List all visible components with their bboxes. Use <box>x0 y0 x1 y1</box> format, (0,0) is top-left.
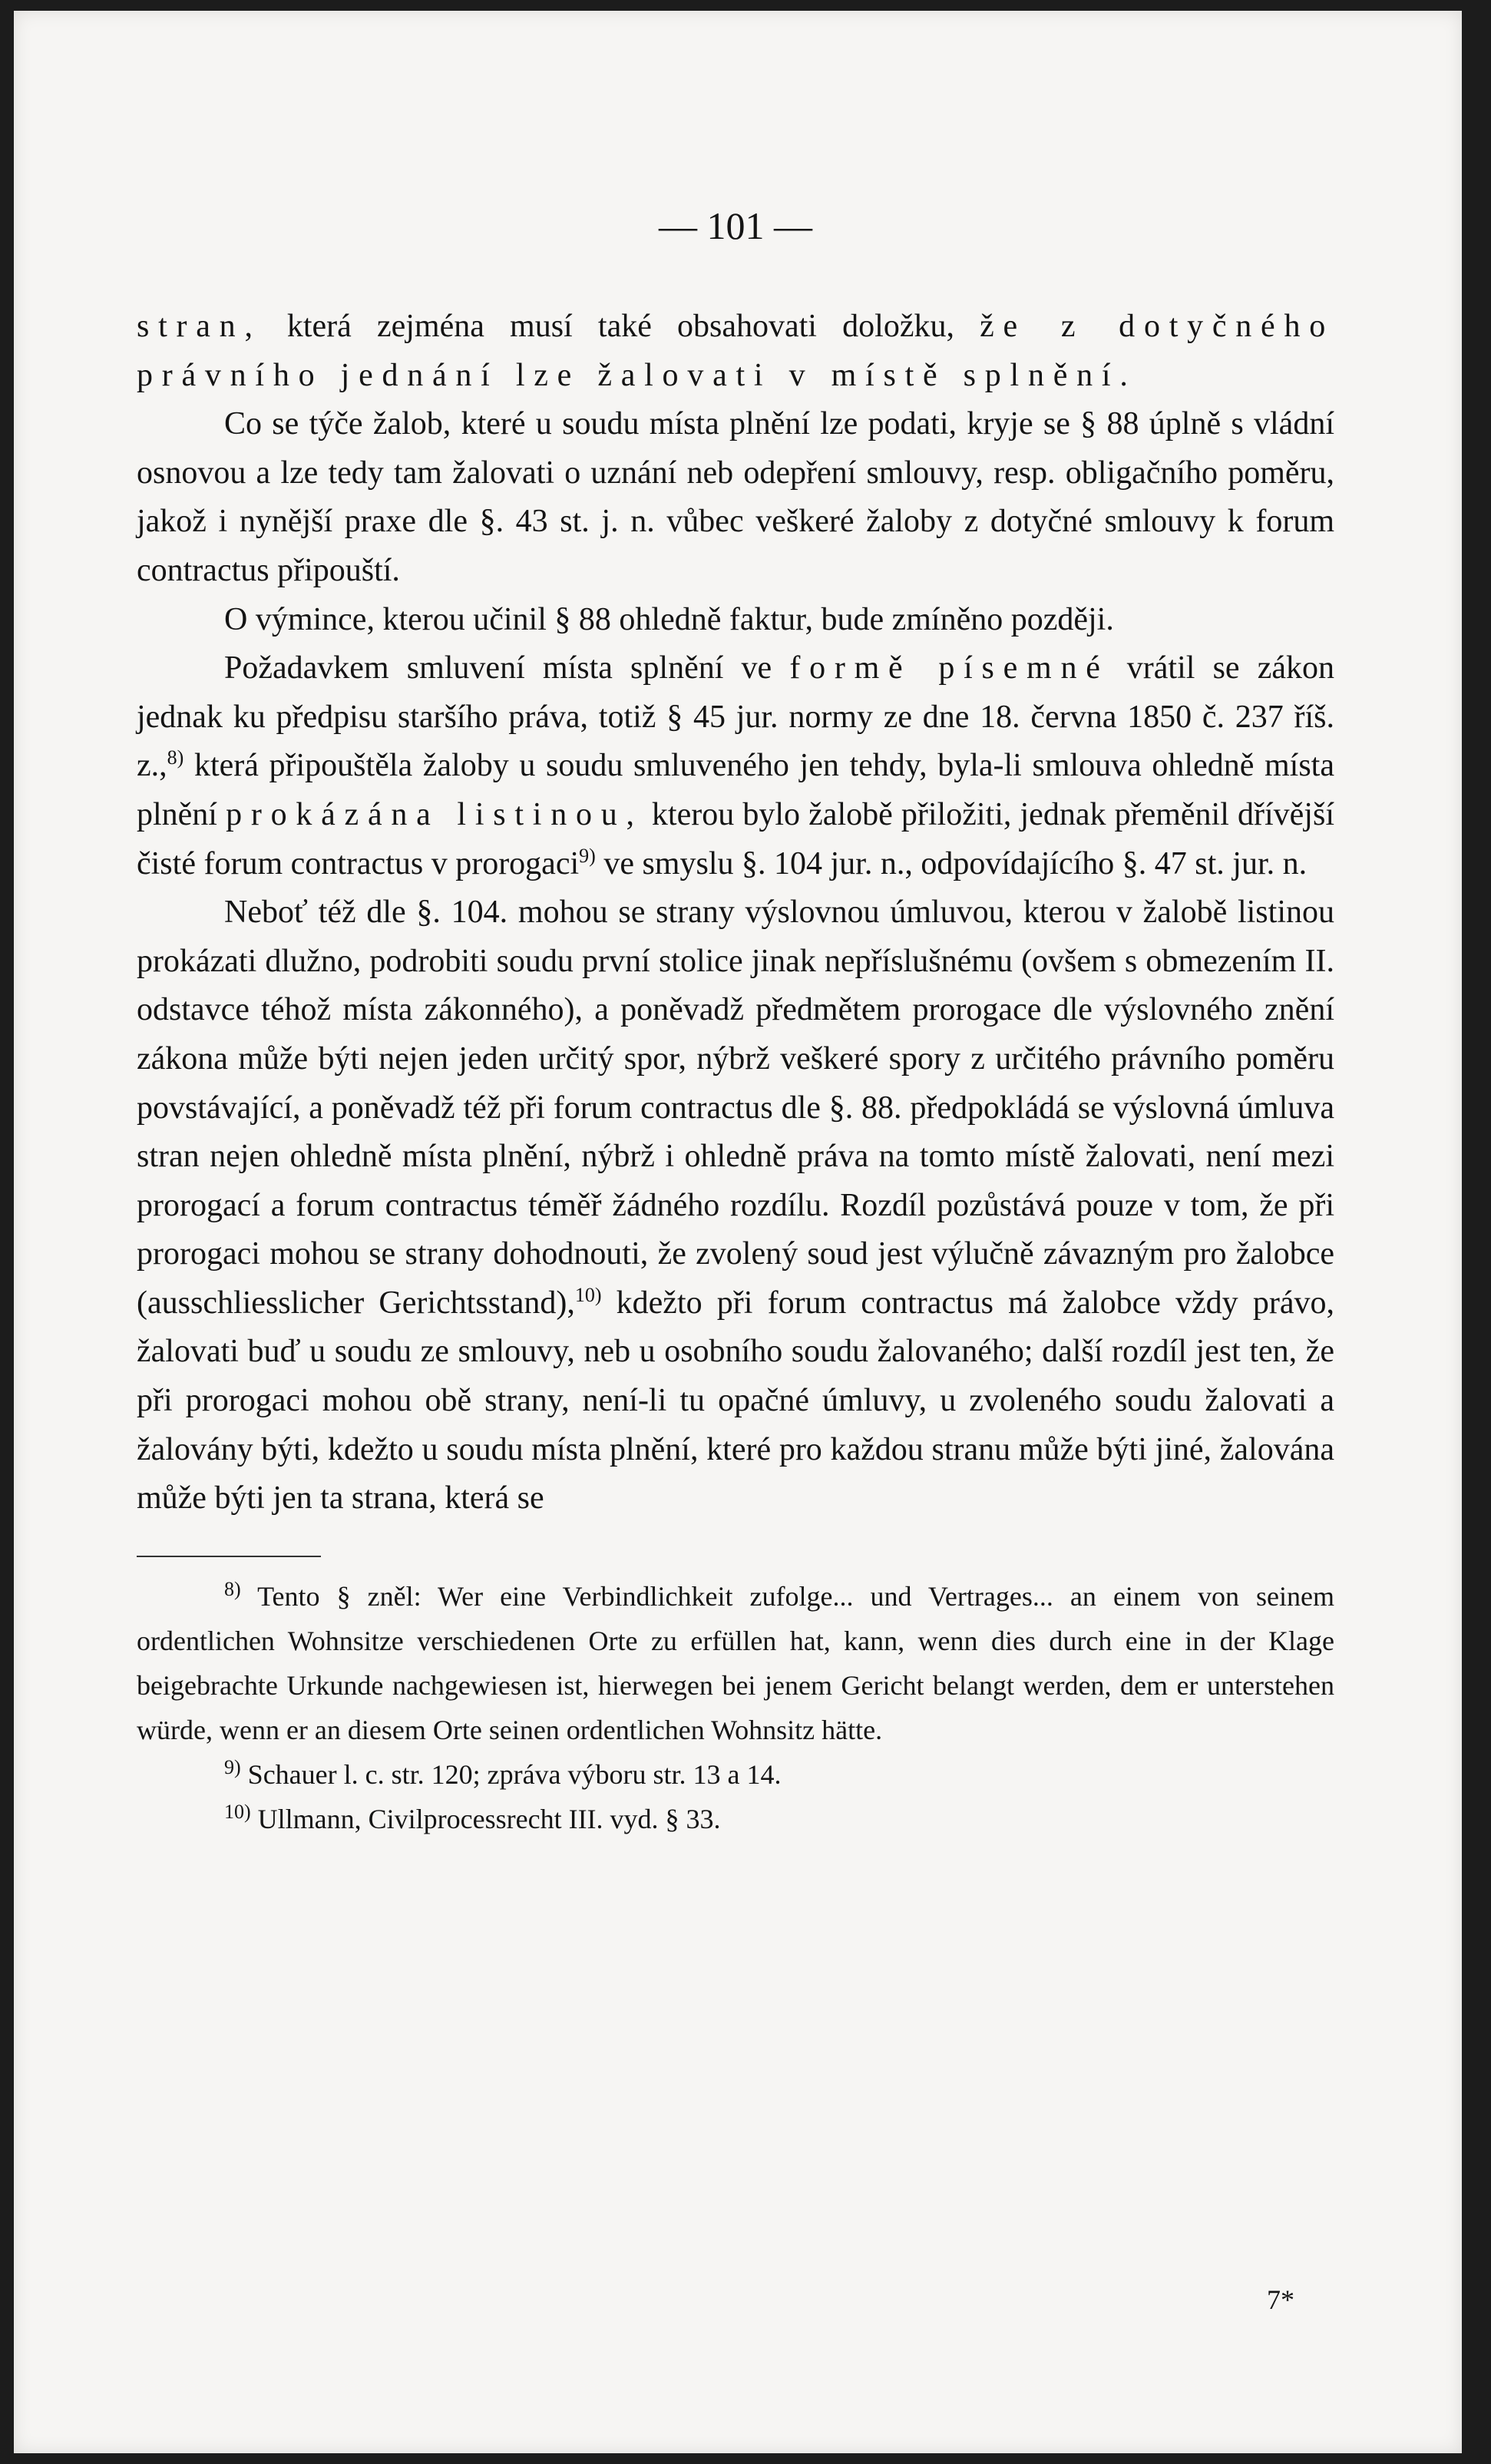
paragraph-4 <box>137 644 1334 888</box>
text-run: ve smyslu §. 104 jur. n., odpovídajícího §. 47 st. jur. n. <box>595 845 1308 881</box>
footnote-ref-9: 9) <box>579 844 596 867</box>
spaced-text: formě písemné <box>789 650 1109 686</box>
footnote-mark: 10) <box>224 1800 251 1823</box>
text-block <box>137 203 1334 1841</box>
footnote-mark: 8) <box>224 1577 241 1600</box>
footnote-9 <box>137 1752 1334 1797</box>
book-page <box>14 11 1462 2453</box>
footnote-text: Tento § zněl: Wer eine Verbindlichkeit zufolge... und Vertrages... an einem von seinem ordentlichen Wohnsitze verschiedenen Orte zu erfüllen hat, kann, wenn dies durch eine in der Klage beigebrachte Urkunde nachgewiesen ist, hierwegen bei jenem Gericht belangt werden, dem er unterstehen würde, wenn er an diesem Orte seinen ordentlichen Wohnsitz hätte. <box>137 1580 1334 1745</box>
spaced-text: stran, <box>137 309 262 344</box>
footnote-text: Ullmann, Civilprocessrecht III. vyd. § 33. <box>250 1803 721 1834</box>
footnote-divider <box>137 1556 321 1557</box>
footnote-8 <box>137 1574 1334 1752</box>
footnote-ref-10: 10) <box>574 1283 602 1306</box>
text-run: Neboť též dle §. 104. mohou se strany výslovnou úmluvou, kterou v žalobě listinou prokázati dlužno, podrobiti soudu první stolice jinak nepříslušnému (ovšem s obmezením II. odstavce téhož místa zákonného), a poněvadž předmětem prorogace dle výslovného znění zákona může býti nejen jeden určitý spor, nýbrž veškeré spory z určitého právního poměru povstávající, a poněvadž též při forum contractus dle §. 88. předpokládá se výslovná úmluva stran nejen ohledně místa plnění, nýbrž i ohledně práva na tomto místě žalovati, není mezi prorogací a forum contractus téměř žádného rozdílu. Rozdíl pozůstává pouze v tom, že při prorogaci mohou se strany dohodnouti, že zvolený soud jest výlučně závazným pro žalobce (ausschliesslicher Gerichtsstand), <box>137 895 1334 1321</box>
text-run: která připouštěla žaloby u soudu smluveného jen tehdy, byla-li smlouva ohledně místa plnění <box>137 748 1334 832</box>
text-run: která zejména musí také obsahovati doložku, <box>261 309 980 344</box>
spaced-text: prokázána listinou, <box>226 796 643 832</box>
text-run: Požadavkem smluvení místa splnění ve <box>224 650 790 686</box>
main-text <box>137 303 1334 1523</box>
text-run: vrátil se zákon jednak ku předpisu staršího práva, totiž § 45 jur. normy ze dne 18. června 1850 č. 237 říš. z., <box>137 650 1334 784</box>
printer-signature-mark: 7* <box>1267 2284 1294 2315</box>
footnotes <box>137 1574 1334 1841</box>
page-number: — 101 — <box>659 204 812 247</box>
paragraph-3: O výmince, kterou učinil § 88 ohledně faktur, bude zmíněno později. <box>224 601 1114 637</box>
paragraph-2: Co se týče žalob, které u soudu místa plnění lze podati, kryje se § 88 úplně s vládní osnovou a lze tedy tam žalovati o uznání neb odepření smlouvy, resp. obligačního poměru, jakož i nynější praxe dle §. 43 st. j. n. vůbec veškeré žaloby z dotyčné smlouvy k forum contractus připouští. <box>137 406 1334 588</box>
footnote-text: Schauer l. c. str. 120; zpráva výboru str. 13 a 14. <box>240 1758 782 1790</box>
paragraph-1 <box>137 303 1334 400</box>
text-run: kdežto při forum contractus má žalobce vždy právo, žalovati buď u soudu ze smlouvy, neb u osobního soudu žalovaného; další rozdíl jest ten, že při prorogaci mohou obě strany, není-li tu opačné úmluvy, u zvoleného soudu žalovati a žalovány býti, kdežto u soudu místa plnění, které pro každou stranu může býti jiné, žalována může býti jen ta strana, která se <box>137 1285 1334 1516</box>
text-run: kterou bylo žalobě přiložiti, jednak přeměnil dřívější čisté forum contractus v prorogaci <box>137 796 1334 881</box>
footnote-10 <box>137 1797 1334 1841</box>
footnote-mark: 9) <box>224 1755 241 1778</box>
footnote-ref-8: 8) <box>167 746 184 769</box>
paragraph-5 <box>137 888 1334 1523</box>
spaced-text: že z dotyčného právního jednání lze žalovati v místě splnění. <box>137 309 1334 393</box>
